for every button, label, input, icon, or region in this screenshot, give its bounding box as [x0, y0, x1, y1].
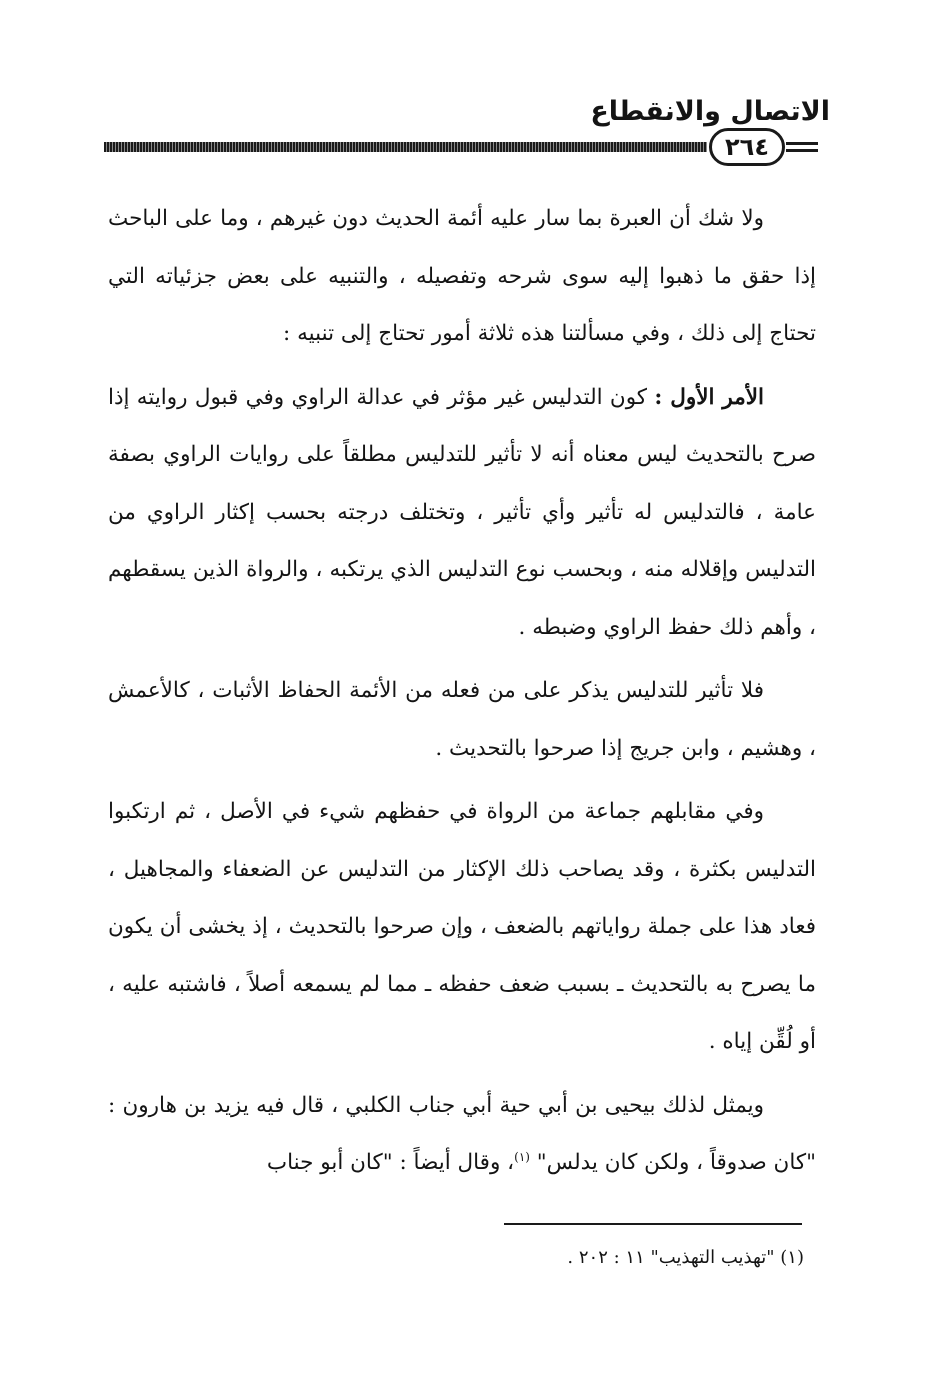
- paragraph-2-lead: الأمر الأول :: [654, 384, 765, 410]
- page-number: ٢٦٤: [709, 128, 785, 166]
- body-text: [108, 190, 816, 1198]
- paragraph-1: ولا شك أن العبرة بما سار عليه أئمة الحديث دون غيرهم ، وما على الباحث إذا حقق ما ذهبوا إليه سوى شرحه وتفصيله ، والتنبيه على بعض جزئياته التي تحتاج إلى ذلك ، وفي مسألتنا هذه ثلاثة أمور تحتاج إلى تنبيه :: [108, 206, 816, 346]
- paragraph-5-text-b: ، وقال أيضاً : "كان أبو جناب: [266, 1150, 515, 1175]
- running-title: الاتصال والانقطاع: [590, 96, 830, 127]
- footnote-1: (١) "تهذيب التهذيب" ١١ : ٢٠٢ .: [567, 1247, 804, 1268]
- paragraph-2: [108, 369, 816, 657]
- header-rule: [104, 142, 707, 152]
- paragraph-4: وفي مقابلهم جماعة من الرواة في حفظهم شيء في الأصل ، ثم ارتكبوا التدليس بكثرة ، وقد يصاحب ذلك الإكثار من التدليس عن الضعفاء والمجاهيل ، فعاد هذا على جملة رواياتهم بالضعف ، وإن صرحوا بالتحديث ، إذ يخشى أن يكون ما يصرح به بالتحديث ـ بسبب ضعف حفظه ـ مما لم يسمعه أصلاً ، فاشتبه عليه ، أو لُقِّن إياه .: [108, 799, 816, 1054]
- paragraph-5: [108, 1077, 816, 1192]
- paragraph-5-text-a: ويمثل لذلك بيحيى بن أبي حية أبي جناب الكلبي ، قال فيه يزيد بن هارون : "كان صدوقاً ، ولكن كان يدلس": [108, 1092, 816, 1175]
- header-rule-ornament: [786, 140, 818, 154]
- footnote-rule: [504, 1223, 802, 1225]
- paragraph-2-text: كون التدليس غير مؤثر في عدالة الراوي وفي قبول روايته إذا صرح بالتحديث ليس معناه أنه لا تأثير للتدليس مطلقاً على روايات الراوي بصفة عامة ، فالتدليس له تأثير وأي تأثير ، وتختلف درجته بحسب إكثار الراوي من التدليس وإقلاله منه ، وبحسب نوع التدليس الذي يرتكبه ، والرواة الذين يسقطهم ، وأهم ذلك حفظ الراوي وضبطه .: [108, 384, 816, 640]
- paragraph-3: فلا تأثير للتدليس يذكر على من فعله من الأئمة الحفاظ الأثبات ، كالأعمش ، وهشيم ، وابن جريج إذا صرحوا بالتحديث .: [108, 678, 816, 761]
- footnote-ref-1[interactable]: (١): [514, 1149, 530, 1164]
